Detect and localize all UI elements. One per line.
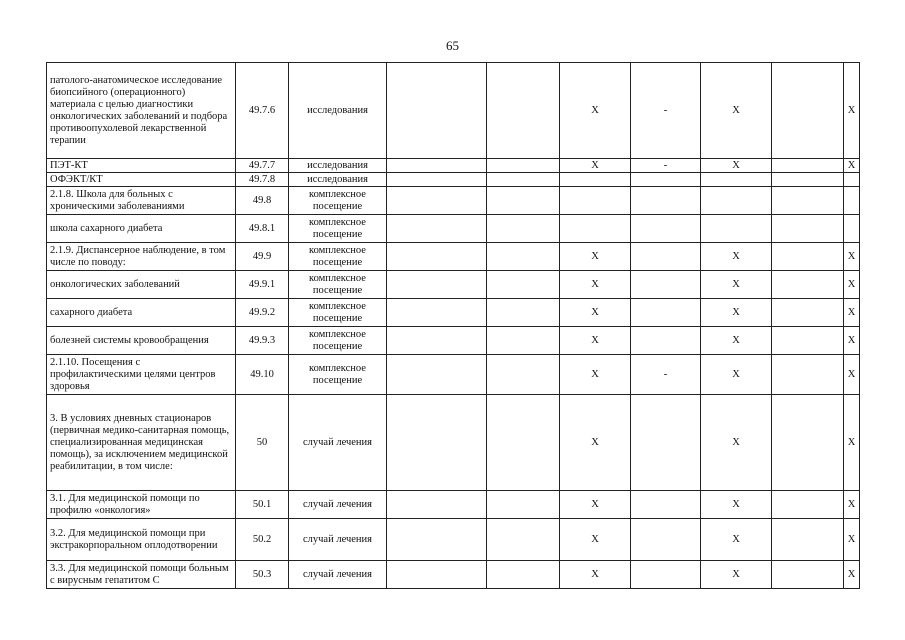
table-row: [47, 299, 860, 327]
row-name: школа сахарного диабета: [47, 215, 236, 243]
cell-c8: X: [701, 519, 772, 561]
cell-c4: [387, 271, 487, 299]
cell-c4: [387, 243, 487, 271]
cell-c8: X: [701, 63, 772, 159]
cell-c6: X: [560, 63, 631, 159]
row-name: 2.1.9. Диспансерное наблюдение, в том числе по поводу:: [47, 243, 236, 271]
cell-c7: [631, 299, 701, 327]
cell-c5: [487, 327, 560, 355]
cell-c6: X: [560, 159, 631, 173]
cell-c4: [387, 395, 487, 491]
cell-c6: X: [560, 491, 631, 519]
cell-c6: X: [560, 561, 631, 589]
row-unit: комплексное посещение: [289, 243, 387, 271]
row-code: 49.10: [236, 355, 289, 395]
cell-c9: [772, 173, 844, 187]
row-name: ПЭТ-КТ: [47, 159, 236, 173]
row-name: 3.3. Для медицинской помощи больным с вирусным гепатитом С: [47, 561, 236, 589]
row-code: 49.9.2: [236, 299, 289, 327]
cell-c6: X: [560, 395, 631, 491]
row-unit: комплексное посещение: [289, 187, 387, 215]
cell-c6: [560, 215, 631, 243]
row-unit: случай лечения: [289, 519, 387, 561]
cell-c10: X: [844, 63, 860, 159]
cell-c5: [487, 491, 560, 519]
cell-c6: X: [560, 327, 631, 355]
table-row: [47, 271, 860, 299]
cell-c9: [772, 395, 844, 491]
cell-c5: [487, 173, 560, 187]
cell-c9: [772, 299, 844, 327]
row-code: 50: [236, 395, 289, 491]
table-row: [47, 355, 860, 395]
table-row: [47, 243, 860, 271]
cell-c9: [772, 159, 844, 173]
cell-c8: [701, 173, 772, 187]
row-name: ОФЭКТ/КТ: [47, 173, 236, 187]
cell-c4: [387, 187, 487, 215]
table-row: [47, 63, 860, 159]
row-unit: случай лечения: [289, 395, 387, 491]
cell-c5: [487, 63, 560, 159]
cell-c7: -: [631, 63, 701, 159]
row-name: сахарного диабета: [47, 299, 236, 327]
cell-c5: [487, 271, 560, 299]
row-unit: комплексное посещение: [289, 327, 387, 355]
row-unit: исследования: [289, 159, 387, 173]
cell-c7: [631, 271, 701, 299]
cell-c5: [487, 519, 560, 561]
cell-c4: [387, 561, 487, 589]
row-code: 49.7.8: [236, 173, 289, 187]
cell-c10: X: [844, 271, 860, 299]
cell-c9: [772, 491, 844, 519]
cell-c9: [772, 519, 844, 561]
cell-c7: [631, 243, 701, 271]
cell-c4: [387, 215, 487, 243]
row-code: 49.7.6: [236, 63, 289, 159]
cell-c6: X: [560, 271, 631, 299]
cell-c7: [631, 395, 701, 491]
cell-c8: X: [701, 395, 772, 491]
cell-c10: X: [844, 395, 860, 491]
cell-c7: [631, 327, 701, 355]
cell-c4: [387, 299, 487, 327]
cell-c10: X: [844, 491, 860, 519]
table-row: [47, 491, 860, 519]
table-row: [47, 395, 860, 491]
cell-c6: [560, 187, 631, 215]
row-code: 49.7.7: [236, 159, 289, 173]
row-code: 49.9.1: [236, 271, 289, 299]
table-row: [47, 173, 860, 187]
cell-c10: X: [844, 243, 860, 271]
cell-c10: X: [844, 327, 860, 355]
row-unit: случай лечения: [289, 561, 387, 589]
cell-c8: X: [701, 491, 772, 519]
row-unit: комплексное посещение: [289, 355, 387, 395]
cell-c5: [487, 299, 560, 327]
cell-c7: [631, 215, 701, 243]
cell-c5: [487, 243, 560, 271]
cell-c4: [387, 355, 487, 395]
cell-c9: [772, 355, 844, 395]
cell-c4: [387, 63, 487, 159]
cell-c8: X: [701, 271, 772, 299]
cell-c5: [487, 561, 560, 589]
cell-c5: [487, 355, 560, 395]
page-number: 65: [446, 38, 459, 53]
table-row: [47, 519, 860, 561]
cell-c9: [772, 271, 844, 299]
cell-c4: [387, 327, 487, 355]
table-row: [47, 561, 860, 589]
cell-c10: [844, 187, 860, 215]
table-body: [47, 63, 860, 589]
cell-c8: X: [701, 159, 772, 173]
table-row: [47, 327, 860, 355]
tariff-table: [46, 62, 860, 589]
row-unit: случай лечения: [289, 491, 387, 519]
cell-c9: [772, 561, 844, 589]
row-code: 50.3: [236, 561, 289, 589]
row-name: 2.1.8. Школа для больных с хроническими заболеваниями: [47, 187, 236, 215]
row-unit: исследования: [289, 173, 387, 187]
cell-c10: X: [844, 561, 860, 589]
cell-c10: X: [844, 355, 860, 395]
cell-c5: [487, 159, 560, 173]
cell-c10: X: [844, 519, 860, 561]
cell-c9: [772, 215, 844, 243]
row-unit: комплексное посещение: [289, 215, 387, 243]
cell-c6: [560, 173, 631, 187]
cell-c6: X: [560, 299, 631, 327]
cell-c10: [844, 215, 860, 243]
table-row: [47, 215, 860, 243]
cell-c5: [487, 215, 560, 243]
cell-c9: [772, 187, 844, 215]
cell-c4: [387, 173, 487, 187]
cell-c7: -: [631, 355, 701, 395]
cell-c7: [631, 187, 701, 215]
cell-c7: [631, 519, 701, 561]
row-name: онкологических заболеваний: [47, 271, 236, 299]
cell-c8: X: [701, 243, 772, 271]
row-code: 49.8.1: [236, 215, 289, 243]
cell-c7: [631, 561, 701, 589]
row-unit: комплексное посещение: [289, 299, 387, 327]
cell-c8: X: [701, 299, 772, 327]
table-row: [47, 187, 860, 215]
row-unit: исследования: [289, 63, 387, 159]
row-code: 50.1: [236, 491, 289, 519]
cell-c6: X: [560, 243, 631, 271]
cell-c4: [387, 519, 487, 561]
cell-c7: [631, 491, 701, 519]
cell-c4: [387, 159, 487, 173]
row-name: 3.2. Для медицинской помощи при экстракорпоральном оплодотворении: [47, 519, 236, 561]
row-name: 3.1. Для медицинской помощи по профилю «онкология»: [47, 491, 236, 519]
cell-c10: X: [844, 159, 860, 173]
cell-c8: X: [701, 561, 772, 589]
cell-c5: [487, 395, 560, 491]
cell-c8: [701, 187, 772, 215]
row-code: 50.2: [236, 519, 289, 561]
row-name: 2.1.10. Посещения с профилактическими целями центров здоровья: [47, 355, 236, 395]
cell-c6: X: [560, 519, 631, 561]
cell-c4: [387, 491, 487, 519]
cell-c8: [701, 215, 772, 243]
row-code: 49.8: [236, 187, 289, 215]
cell-c9: [772, 63, 844, 159]
cell-c9: [772, 327, 844, 355]
row-name: патолого-анатомическое исследование биопсийного (операционного) материала с целью диагностики онкологических заболеваний и подбора противоопухолевой лекарственной терапии: [47, 63, 236, 159]
cell-c10: [844, 173, 860, 187]
cell-c9: [772, 243, 844, 271]
cell-c5: [487, 187, 560, 215]
row-name: 3. В условиях дневных стационаров (первичная медико-санитарная помощь, специализированная медицинская помощь), за исключением медицинской реабилитации, в том числе:: [47, 395, 236, 491]
table-row: [47, 159, 860, 173]
cell-c7: [631, 173, 701, 187]
cell-c6: X: [560, 355, 631, 395]
row-unit: комплексное посещение: [289, 271, 387, 299]
row-code: 49.9.3: [236, 327, 289, 355]
cell-c8: X: [701, 327, 772, 355]
cell-c7: -: [631, 159, 701, 173]
cell-c10: X: [844, 299, 860, 327]
row-code: 49.9: [236, 243, 289, 271]
cell-c8: X: [701, 355, 772, 395]
row-name: болезней системы кровообращения: [47, 327, 236, 355]
